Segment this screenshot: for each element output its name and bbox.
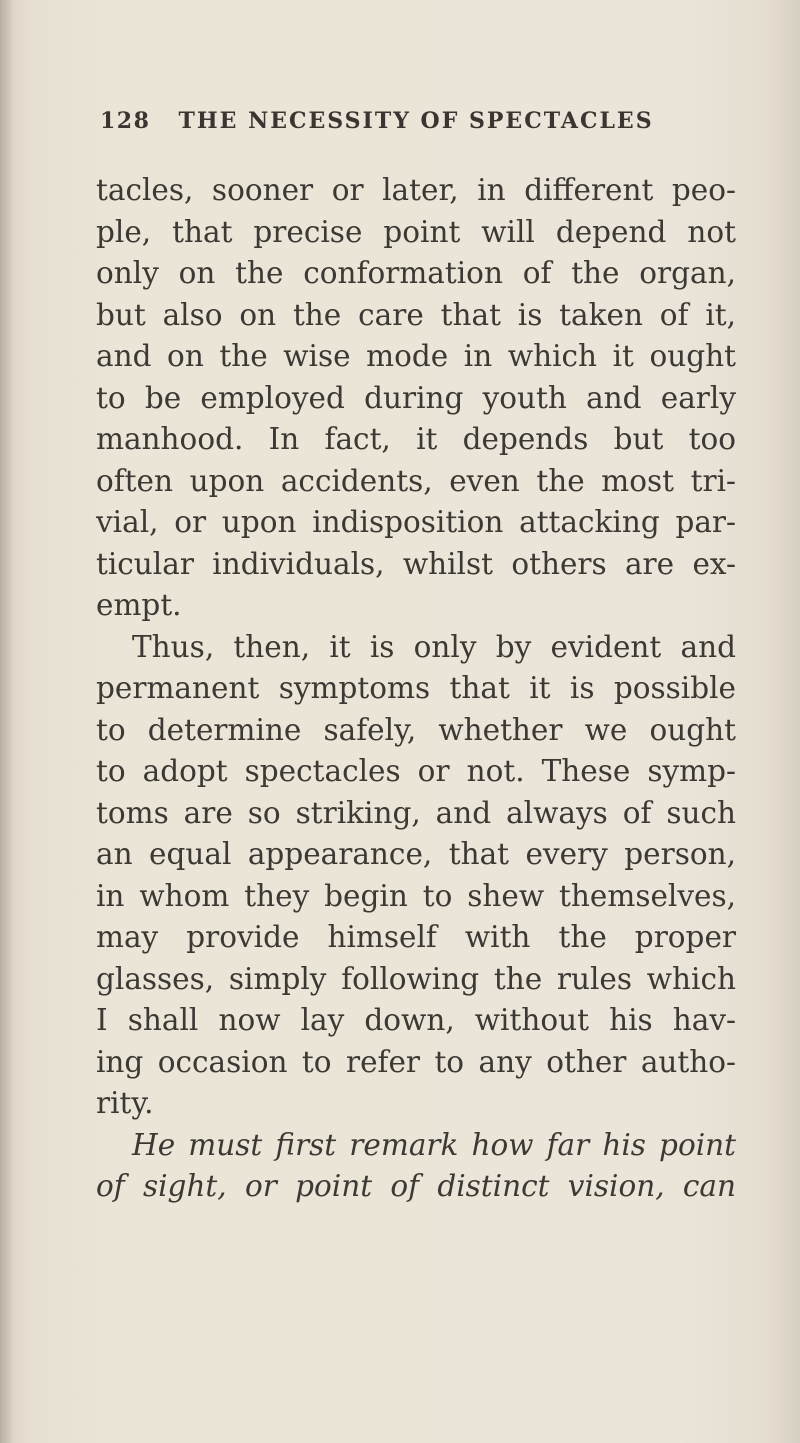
running-head bbox=[100, 108, 740, 144]
text-line: and on the wise mode in which it ought bbox=[96, 339, 736, 373]
gutter-shadow bbox=[0, 0, 14, 1443]
text-line: often upon accidents, even the most tri- bbox=[96, 463, 736, 498]
text-line: vial, or upon indisposition attacking par- bbox=[96, 505, 736, 539]
text-line: only on the conformation of the organ, bbox=[96, 256, 736, 290]
text-line: an equal appearance, that every person, bbox=[96, 837, 736, 871]
text-line: rity. bbox=[96, 1086, 154, 1120]
text-line: empt. bbox=[96, 588, 182, 622]
text-line: to adopt spectacles or not. These symp- bbox=[96, 754, 736, 788]
paragraph-3 bbox=[96, 1125, 736, 1208]
paragraph-1 bbox=[96, 170, 736, 627]
page-number: 128 bbox=[100, 108, 151, 134]
text-line: manhood. In fact, it depends but too bbox=[96, 422, 736, 456]
text-line: to determine safely, whether we ought bbox=[96, 712, 736, 747]
text-line: permanent symptoms that it is possible bbox=[96, 671, 736, 705]
running-title: THE NECESSITY OF SPECTACLES bbox=[178, 108, 654, 134]
text-line: He must first remark how far his point bbox=[132, 1127, 736, 1162]
text-line: tacles, sooner or later, in different peo- bbox=[96, 173, 736, 207]
text-line: but also on the care that is taken of it, bbox=[96, 297, 736, 332]
text-line: toms are so striking, and always of such bbox=[96, 795, 736, 830]
text-line: ing occasion to refer to any other autho- bbox=[96, 1044, 736, 1079]
text-line: glasses, simply following the rules which bbox=[96, 961, 736, 996]
text-line: may provide himself with the proper bbox=[96, 920, 736, 954]
text-line: ticular individuals, whilst others are ex- bbox=[96, 546, 736, 581]
text-line: in whom they begin to shew themselves, bbox=[96, 878, 736, 913]
paragraph-2 bbox=[96, 627, 736, 1125]
text-line: to be employed during youth and early bbox=[96, 380, 736, 415]
text-line: of sight, or point of distinct vision, can bbox=[96, 1169, 736, 1203]
text-line: Thus, then, it is only by evident and bbox=[132, 629, 736, 664]
text-line: I shall now lay down, without his hav- bbox=[96, 1003, 736, 1037]
body-text bbox=[96, 170, 736, 1208]
text-line: ple, that precise point will depend not bbox=[96, 214, 736, 249]
